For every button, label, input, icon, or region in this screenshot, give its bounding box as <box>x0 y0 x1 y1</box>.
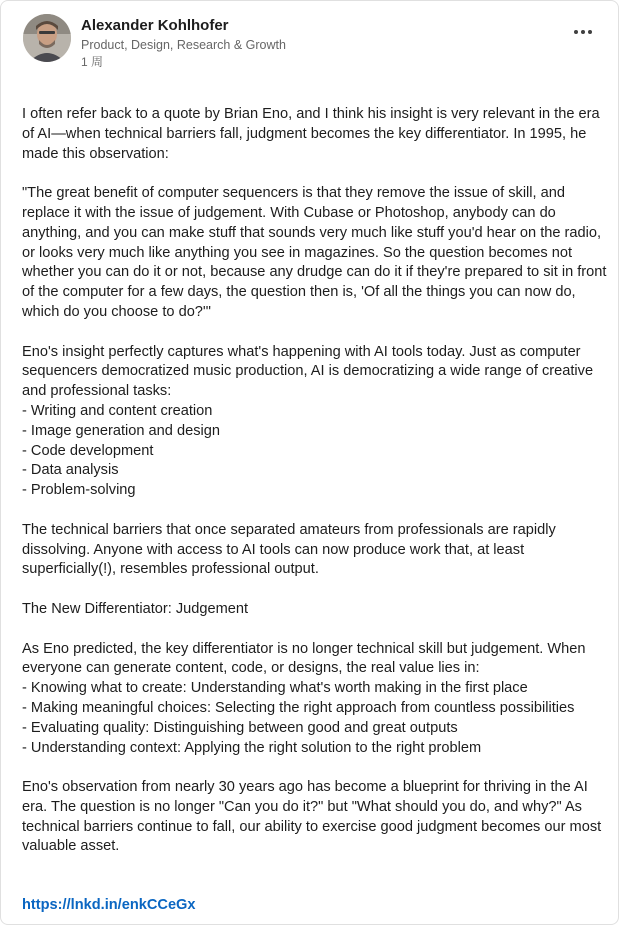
post-paragraph: I often refer back to a quote by Brian Eno, and I think his insight is very relevant in the era of AI—when technical barriers fall, judgment becomes the key differentiator. In 1995, he made this observation: <box>22 106 600 162</box>
post-subheading: The New Differentiator: Judgement <box>22 600 249 617</box>
post-paragraph: As Eno predicted, the key differentiator is no longer technical skill but judgement. When everyone can generate content, code, or designs, the real value lies in: <box>22 640 586 677</box>
author-avatar[interactable] <box>23 14 71 62</box>
list-item: - Image generation and design <box>22 422 220 439</box>
post-header <box>23 14 598 70</box>
skill-list <box>22 679 607 758</box>
list-item: - Data analysis <box>22 462 119 479</box>
list-item: - Knowing what to create: Understanding what's worth making in the first place <box>22 680 528 697</box>
author-name[interactable]: Alexander Kohlhofer <box>81 17 229 34</box>
more-options-button[interactable] <box>568 20 598 44</box>
author-headline: Product, Design, Research & Growth <box>81 38 286 52</box>
post-paragraph: Eno's observation from nearly 30 years ago has become a blueprint for thriving in the AI era. The question is no longer "Can you do it?" but "What should you do, and why?" As technical barriers continue to fall, our ability to exercise good judgment becomes our most valuable asset. <box>22 779 602 855</box>
list-item: - Problem-solving <box>22 482 136 499</box>
list-item: - Code development <box>22 442 154 459</box>
post-body <box>22 105 607 877</box>
avatar-photo-icon <box>23 14 71 62</box>
post-paragraph: The technical barriers that once separated amateurs from professionals are rapidly dissolving. Anyone with access to AI tools can now produce work that, at least superficially(!), resembles professional output. <box>22 521 556 578</box>
list-item: - Evaluating quality: Distinguishing between good and great outputs <box>22 719 458 736</box>
post-section <box>22 640 607 759</box>
post-link[interactable]: https://lnkd.in/enkCCeGx <box>22 897 196 913</box>
more-horizontal-icon <box>574 30 592 34</box>
list-item: - Writing and content creation <box>22 402 213 419</box>
list-item: - Understanding context: Applying the right solution to the right problem <box>22 739 482 756</box>
list-item: - Making meaningful choices: Selecting the right approach from countless possibilities <box>22 699 575 716</box>
task-list <box>22 402 607 501</box>
post-paragraph: Eno's insight perfectly captures what's happening with AI tools today. Just as computer sequencers democratized music production, AI is democratizing a wide range of creative and professional tasks: <box>22 343 594 400</box>
post-section <box>22 343 607 501</box>
author-info <box>81 16 286 70</box>
post-quote: "The great benefit of computer sequencers is that they remove the issue of skill, and replace it with the issue of judgement. With Cubase or Photoshop, anybody can do anything, and you can make stuff that sounds very much like stuff you'd hear on the radio, or looks very much like anything you see in magazines. So the question becomes not whether you can do it or not, because any drudge can do it if they're prepared to sit in front of the computer for a few days, the question then is, 'Of all the things you can now do, which do you choose to do?'" <box>22 185 607 320</box>
post-timestamp: 1 周 <box>81 55 104 69</box>
